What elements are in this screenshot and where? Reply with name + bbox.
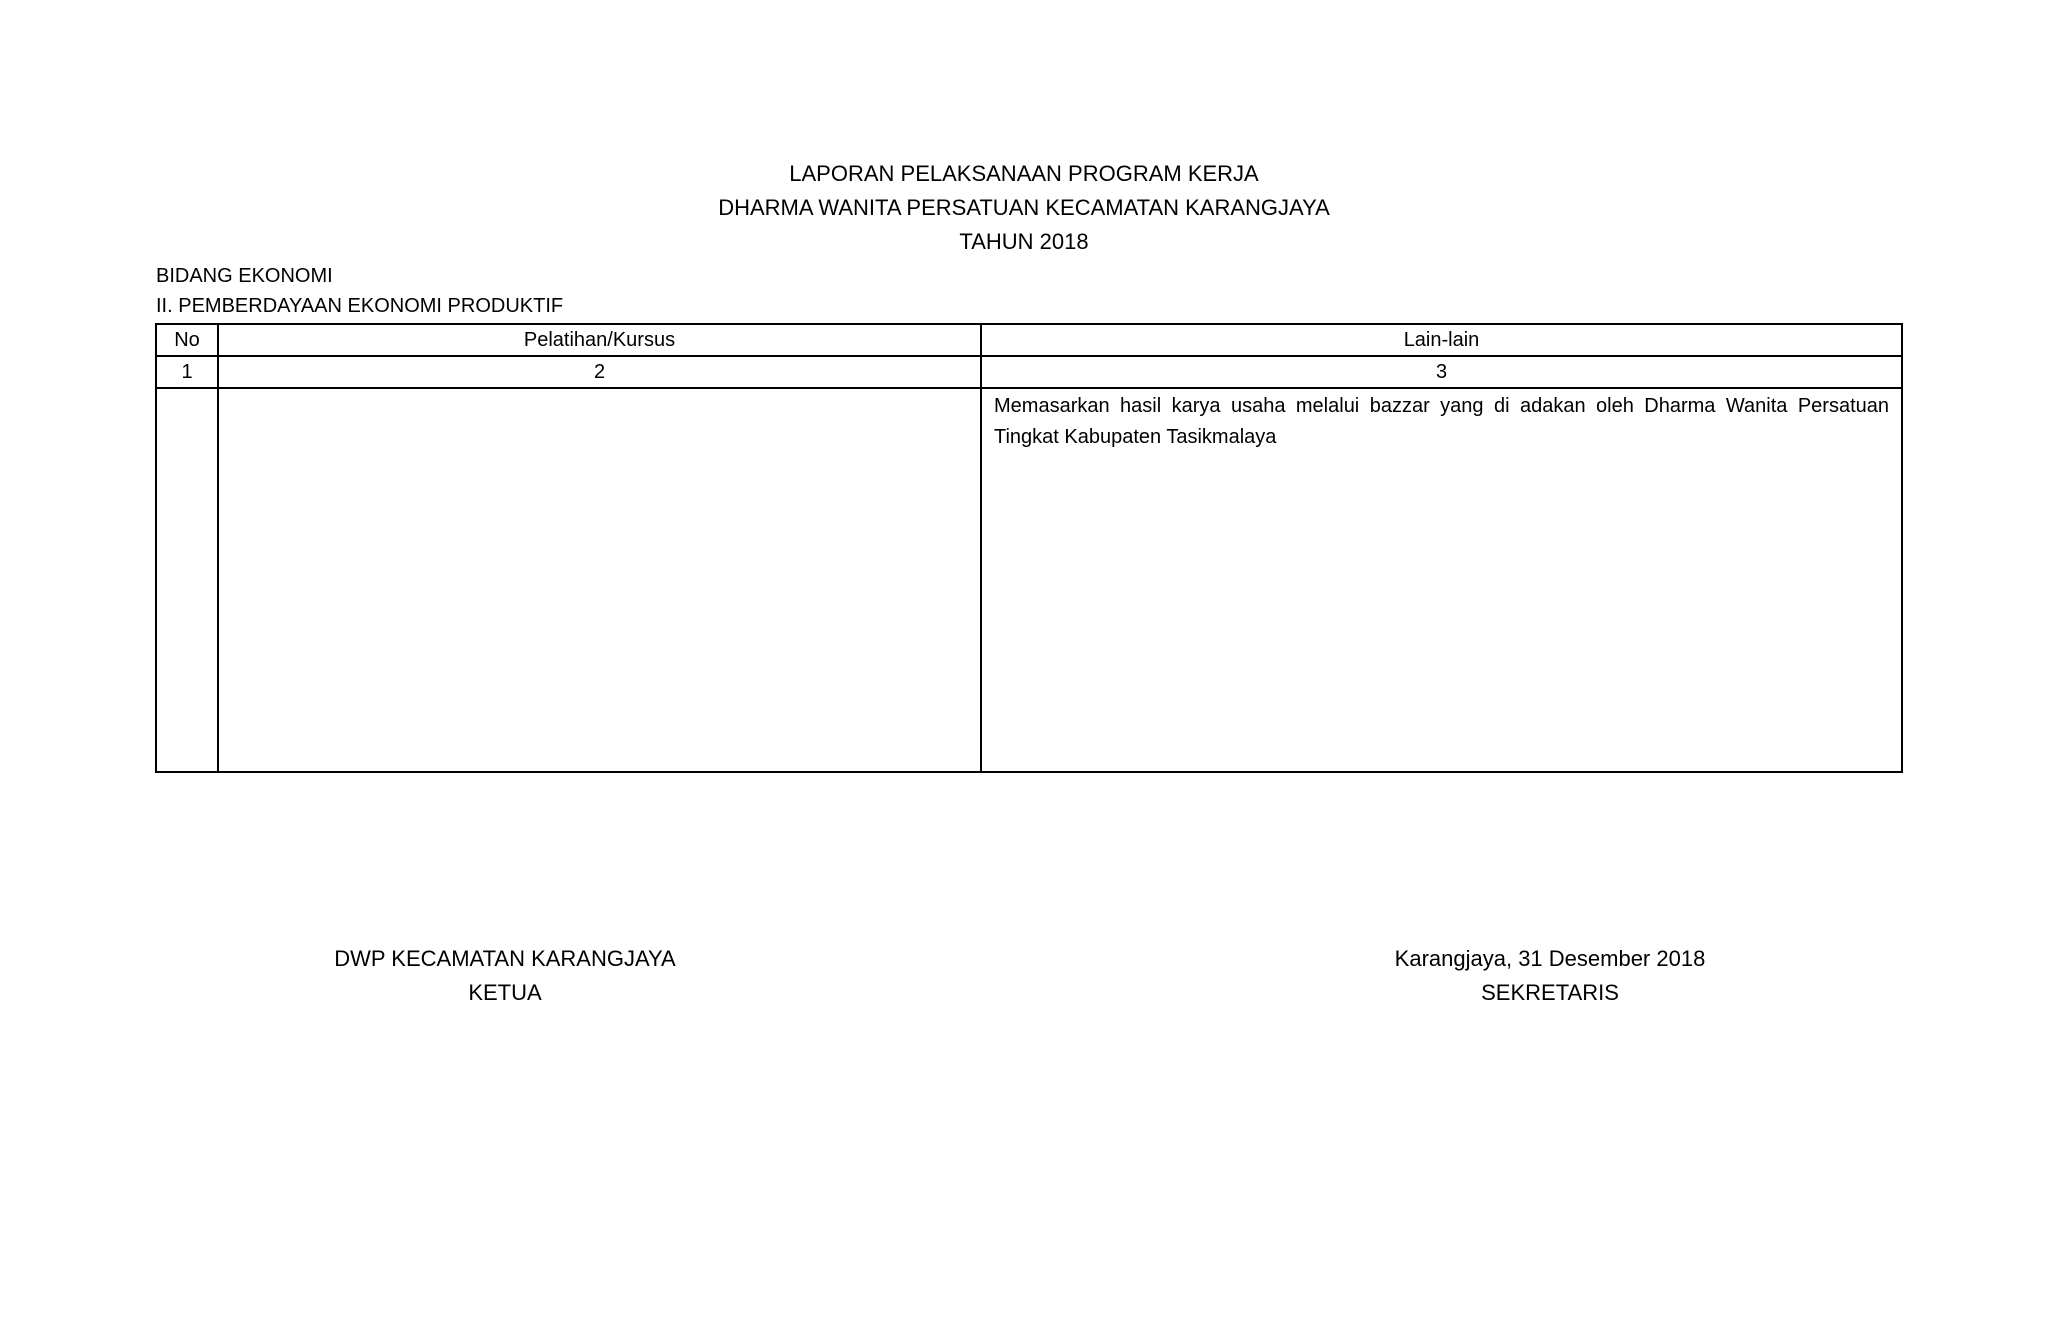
- signature-role-sekretaris: SEKRETARIS: [1481, 980, 1619, 1005]
- signature-org: DWP KECAMATAN KARANGJAYA: [334, 946, 676, 971]
- header-pelatihan: Pelatihan/Kursus: [218, 324, 981, 356]
- section-subbidang: II. PEMBERDAYAAN EKONOMI PRODUKTIF: [156, 295, 564, 317]
- cell-pelatihan: [218, 388, 981, 772]
- title-line-2: DHARMA WANITA PERSATUAN KECAMATAN KARANGJAYA: [718, 195, 1330, 220]
- table-number-row: [156, 356, 1902, 388]
- report-title: [0, 157, 2048, 259]
- signature-block-sekretaris: [1325, 942, 1775, 1010]
- column-number-3: 3: [981, 356, 1902, 388]
- lain-lain-text: Memasarkan hasil karya usaha melalui bazzar yang di adakan oleh Dharma Wanita Persatuan Tingkat Kabupaten Tasikmalaya: [994, 395, 1889, 448]
- cell-lain-lain: [981, 388, 1902, 772]
- section-bidang: BIDANG EKONOMI: [156, 265, 333, 287]
- table-header-row: [156, 324, 1902, 356]
- column-number-1: 1: [156, 356, 218, 388]
- signature-block-ketua: [280, 942, 730, 1010]
- title-line-3: TAHUN 2018: [959, 229, 1089, 254]
- signature-role-ketua: KETUA: [468, 980, 542, 1005]
- column-number-2: 2: [218, 356, 981, 388]
- table-row: [156, 388, 1902, 772]
- program-table: [155, 323, 1903, 773]
- header-no: No: [156, 324, 218, 356]
- header-lain-lain: Lain-lain: [981, 324, 1902, 356]
- cell-no: [156, 388, 218, 772]
- signature-place-date: Karangjaya, 31 Desember 2018: [1394, 946, 1706, 971]
- title-line-1: LAPORAN PELAKSANAAN PROGRAM KERJA: [789, 161, 1259, 186]
